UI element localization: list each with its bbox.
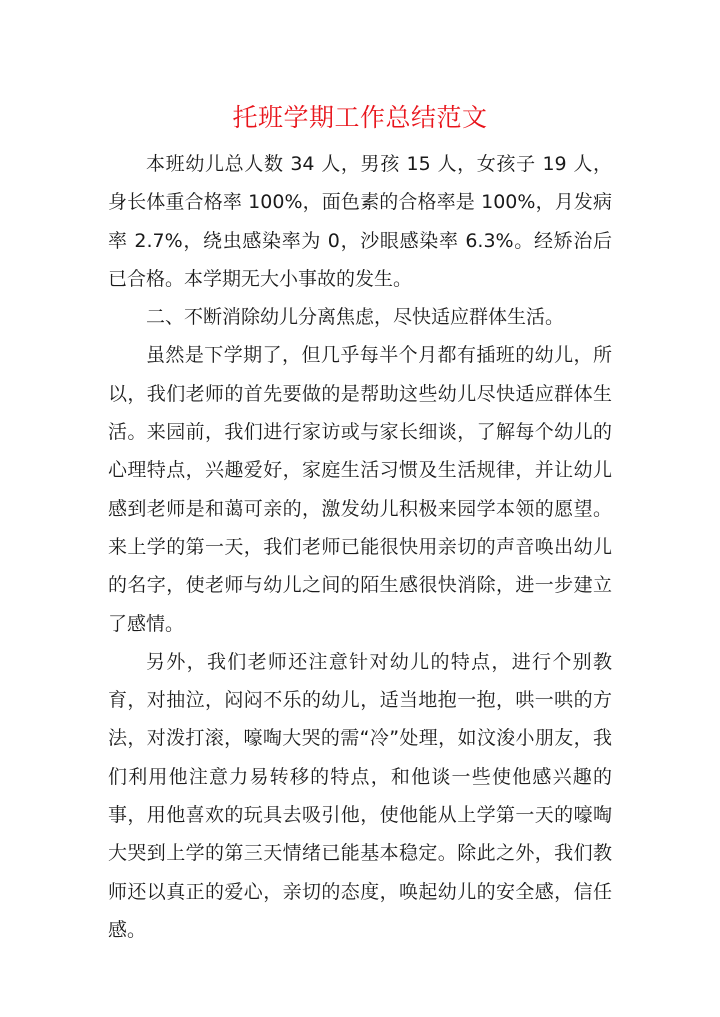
paragraph-individual-education: 另外，我们老师还注意针对幼儿的特点，进行个别教育，对抽泣，闷闷不乐的幼儿，适当地抱一抱，哄一哄的方法，对泼打滚，嚎啕大哭的需“冷”处理，如汶浚小朋友，我们利用他注意力易转移的特点，和他谈一些使他感兴趣的事，用他喜欢的玩具去吸引他，使他能从上学第一天的嚎啕大哭到上学的第三天情绪已能基本稳定。除此之外，我们教师还以真正的爱心，亲切的态度，唤起幼儿的安全感，信任感。 <box>108 650 612 941</box>
paragraph-section-heading: 二、不断消除幼儿分离焦虑，尽快适应群体生活。 <box>146 306 565 329</box>
paragraph-adaptation: 虽然是下学期了，但几乎每半个月都有插班的幼儿，所以，我们老师的首先要做的是帮助这些幼儿尽快适应群体生活。来园前，我们进行家访或与家长细谈，了解每个幼儿的心理特点，兴趣爱好，家庭生活习惯及生活规律，并让幼儿感到老师是和蔼可亲的，激发幼儿积极来园学本领的愿望。来上学的第一天，我们老师已能很快用亲切的声音唤出幼儿的名字，使老师与幼儿之间的陌生感很快消除，进一步建立了感情。 <box>108 344 612 635</box>
document-title: 托班学期工作总结范文 <box>232 103 488 132</box>
document-body <box>108 145 612 949</box>
paragraph-health-stats: 本班幼儿总人数 34 人，男孩 15 人，女孩子 19 人，身长体重合格率 100%，面色素的合格率是 100%，月发病率 2.7%，绕虫感染率为 0，沙眼感染率 6.3%。经矫治后已合格。本学期无大小事故的发生。 <box>108 153 612 290</box>
